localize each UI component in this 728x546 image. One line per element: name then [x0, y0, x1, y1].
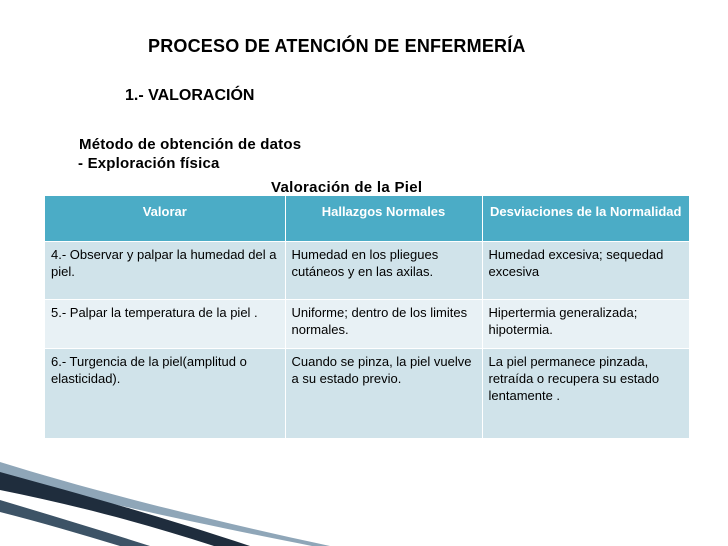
- table-cell: 5.- Palpar la temperatura de la piel .: [45, 300, 285, 349]
- swoosh-light: [0, 462, 330, 546]
- column-header-valorar: Valorar: [45, 196, 285, 242]
- table-cell: Cuando se pinza, la piel vuelve a su estado previo.: [285, 349, 482, 439]
- table-cell: Humedad excesiva; sequedad excesiva: [482, 242, 689, 300]
- column-header-hallazgos: Hallazgos Normales: [285, 196, 482, 242]
- table-cell: La piel permanece pinzada, retraída o recupera su estado lentamente .: [482, 349, 689, 439]
- table-cell: Hipertermia generalizada; hipotermia.: [482, 300, 689, 349]
- table-cell: 6.- Turgencia de la piel(amplitud o elasticidad).: [45, 349, 285, 439]
- swoosh-dark: [0, 472, 250, 546]
- table-cell: Uniforme; dentro de los limites normales.: [285, 300, 482, 349]
- method-label: Método de obtención de datos: [79, 136, 302, 153]
- section-heading: 1.- VALORACIÓN: [125, 87, 255, 104]
- table-cell: Humedad en los pliegues cutáneos y en las axilas.: [285, 242, 482, 300]
- column-header-desviaciones: Desviaciones de la Normalidad: [482, 196, 689, 242]
- slide-title: PROCESO DE ATENCIÓN DE ENFERMERÍA: [148, 36, 526, 56]
- table-title: Valoración de la Piel: [271, 179, 423, 196]
- table-cell: 4.- Observar y palpar la humedad del a piel.: [45, 242, 285, 300]
- method-item: - Exploración física: [78, 155, 220, 172]
